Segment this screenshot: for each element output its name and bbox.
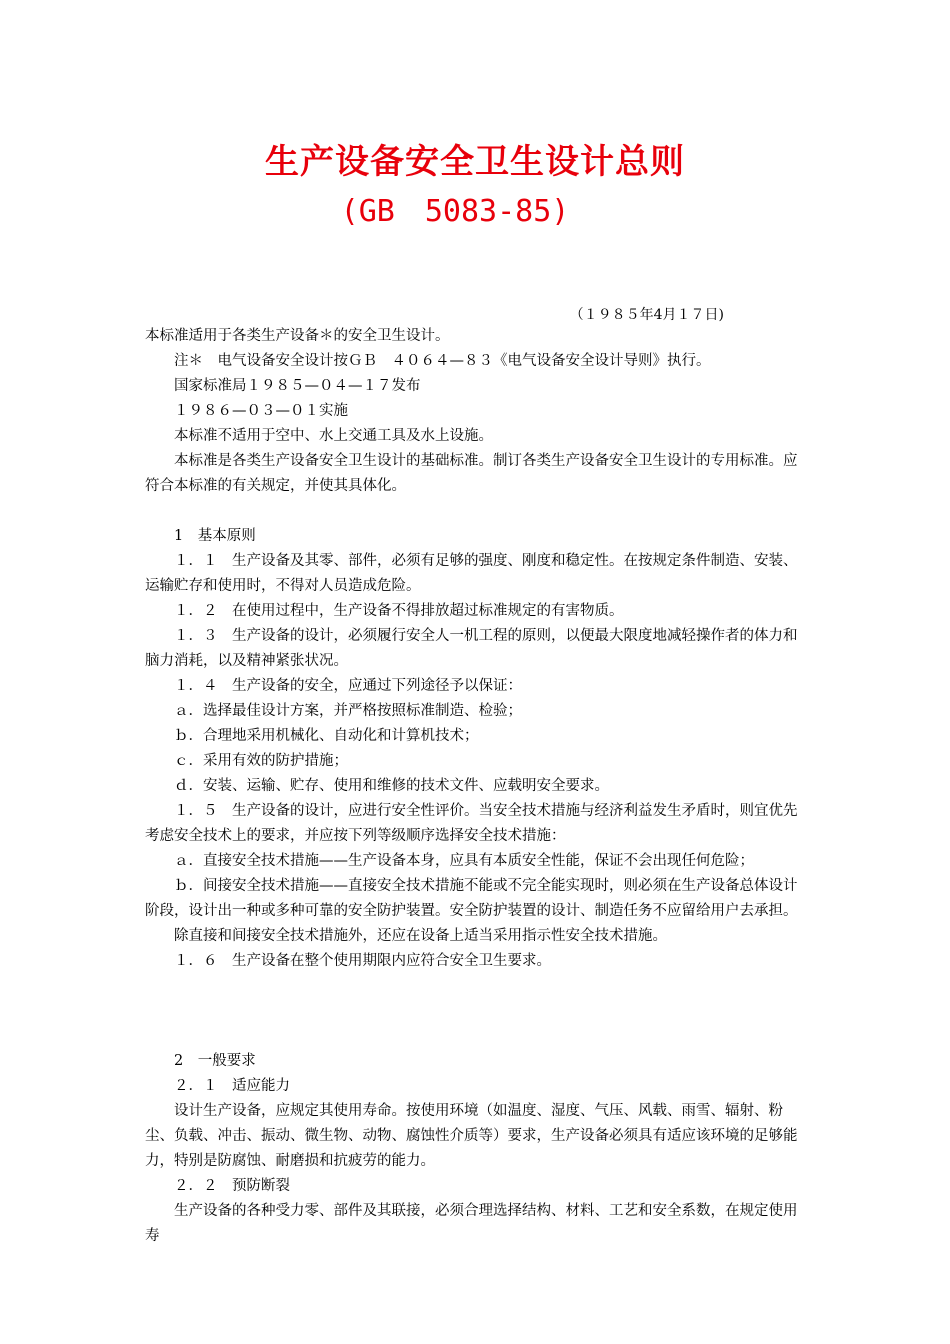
clause-1-4-a: ａ．选择最佳设计方案，并严格按照标准制造、检验；: [174, 703, 522, 719]
clause-1-5-a: ａ．直接安全技术措施——生产设备本身，应具有本质安全性能，保证不会出现任何危险；: [174, 853, 754, 869]
clause-1-3: １．３ 生产设备的设计，必须履行安全人一机工程的原则，以便最大限度地减轻操作者的体力和脑力消耗，以及精神紧张状况。: [145, 628, 798, 669]
clause-1-4: １．４ 生产设备的安全，应通过下列途径予以保证：: [174, 678, 522, 694]
document-body: [145, 324, 809, 1249]
scope-paragraph: 本标准适用于各类生产设备＊的安全卫生设计。: [145, 328, 450, 344]
clause-2-2-heading: ２．２ 预防断裂: [174, 1178, 290, 1194]
clause-2-1-body: 设计生产设备，应规定其使用寿命。按使用环境（如温度、湿度、气压、风载、雨雪、辐射、粉尘、负载、冲击、振动、微生物、动物、腐蚀性介质等）要求，生产设备必须具有适应该环境的足够能力，特别是防腐蚀、耐磨损和抗疲劳的能力。: [145, 1103, 798, 1169]
clause-1-4-d: ｄ．安装、运输、贮存、使用和维修的技术文件、应载明安全要求。: [174, 778, 609, 794]
section-1-heading: 1 基本原则: [174, 528, 256, 544]
clause-1-4-c: ｃ．采用有效的防护措施；: [174, 753, 348, 769]
issue-date: （１９８５年4月１７日): [569, 307, 724, 323]
document-subtitle: (GB 5083-85): [340, 194, 570, 229]
clause-1-6: １．６ 生产设备在整个使用期限内应符合安全卫生要求。: [174, 953, 551, 969]
clause-2-2-body: 生产设备的各种受力零、部件及其联接，必须合理选择结构、材料、工艺和安全系数，在规定使用寿: [145, 1203, 798, 1244]
clause-1-5: １．５ 生产设备的设计，应进行安全性评价。当安全技术措施与经济利益发生矛盾时，则宜优先考虑安全技术上的要求，并应按下列等级顺序选择安全技术措施：: [145, 803, 798, 844]
document-title: 生产设备安全卫生设计总则: [265, 142, 685, 182]
clause-1-5-b: ｂ．间接安全技术措施——直接安全技术措施不能或不完全能实现时，则必须在生产设备总体设计阶段，设计出一种或多种可靠的安全防护装置。安全防护装置的设计、制造任务不应留给用户去承担。: [145, 878, 798, 919]
note-paragraph: 注＊ 电气设备安全设计按ＧＢ ４０６４—８３《电气设备安全设计导则》执行。: [174, 353, 711, 369]
section-2-heading: 2 一般要求: [174, 1053, 256, 1069]
publish-paragraph: 国家标准局１９８５—０４—１７发布: [174, 378, 421, 394]
basis-paragraph: 本标准是各类生产设备安全卫生设计的基础标准。制订各类生产设备安全卫生设计的专用标准。应符合本标准的有关规定，并使其具体化。: [145, 453, 798, 494]
clause-1-5-note: 除直接和间接安全技术措施外，还应在设备上适当采用指示性安全技术措施。: [174, 928, 667, 944]
exclusion-paragraph: 本标准不适用于空中、水上交通工具及水上设施。: [174, 428, 493, 444]
clause-2-1-heading: ２．１ 适应能力: [174, 1078, 290, 1094]
clause-1-4-b: ｂ．合理地采用机械化、自动化和计算机技术；: [174, 728, 479, 744]
clause-1-1: １．１ 生产设备及其零、部件，必须有足够的强度、刚度和稳定性。在按规定条件制造、安装、运输贮存和使用时，不得对人员造成危险。: [145, 553, 798, 594]
effective-paragraph: １９８６—０３—０１实施: [174, 403, 348, 419]
clause-1-2: １．２ 在使用过程中，生产设备不得排放超过标准规定的有害物质。: [174, 603, 624, 619]
